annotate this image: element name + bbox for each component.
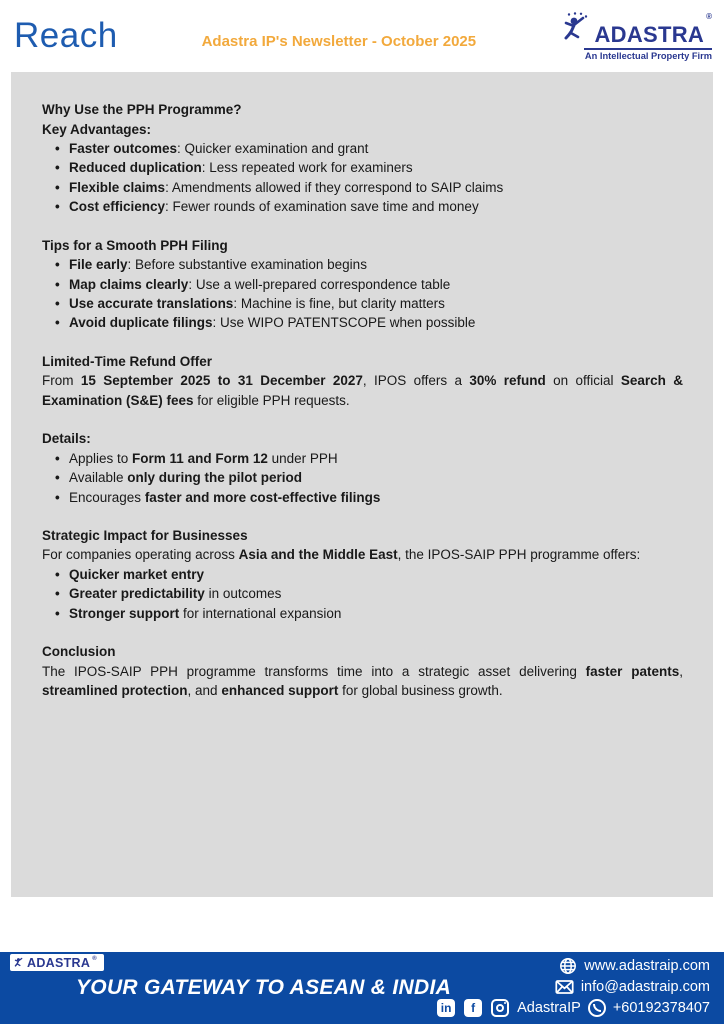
- reach-brand-logo: Reach: [14, 16, 118, 55]
- bullet-item: • Encourages faster and more cost-effective filings: [42, 488, 683, 507]
- section-heading: Why Use the PPH Programme?: [42, 102, 242, 117]
- bullet-item: • Use accurate translations: Machine is fine, but clarity matters: [42, 294, 683, 313]
- newsletter-body: [11, 72, 713, 897]
- email-link[interactable]: [555, 977, 710, 997]
- bullet-item: • Available only during the pilot period: [42, 468, 683, 487]
- section: [42, 236, 683, 333]
- instagram-icon[interactable]: [491, 999, 509, 1017]
- email-text: info@adastraip.com: [580, 979, 710, 995]
- section-heading: Conclusion: [42, 644, 116, 660]
- facebook-icon[interactable]: f: [464, 999, 482, 1017]
- bullet-item: • Avoid duplicate filings: Use WIPO PATENTSCOPE when possible: [42, 313, 683, 332]
- page-footer: [0, 952, 724, 1024]
- bullet-item: • Flexible claims: Amendments allowed if they correspond to SAIP claims: [42, 178, 683, 197]
- section-heading: Tips for a Smooth PPH Filing: [42, 237, 228, 253]
- bullet-item: • Map claims clearly: Use a well-prepared correspondence table: [42, 275, 683, 294]
- star-person-icon: [14, 956, 25, 969]
- bullet-item: • File early: Before substantive examination begins: [42, 255, 683, 274]
- bullet-list: [42, 139, 683, 217]
- bullet-list: [42, 449, 683, 507]
- website-text: www.adastraip.com: [584, 958, 710, 974]
- footer-contacts: [437, 956, 710, 1018]
- registered-mark: ®: [706, 11, 712, 21]
- phone-icon: [588, 999, 606, 1017]
- footer-adastra-logo: [10, 954, 104, 971]
- section: [42, 526, 683, 623]
- bullet-list: [42, 255, 683, 333]
- bullet-item: • Greater predictability in outcomes: [42, 584, 683, 603]
- content-sections: [42, 100, 683, 701]
- bullet-item: • Stronger support for international expansion: [42, 604, 683, 623]
- bullet-item: • Quicker market entry: [42, 565, 683, 584]
- star-person-icon: [562, 12, 592, 46]
- phone-number: +60192378407: [612, 1000, 710, 1016]
- paragraph: The IPOS-SAIP PPH programme transforms time into a strategic asset delivering faster patents, streamlined protection, and enhanced support for global business growth.: [42, 663, 683, 699]
- adastra-wordmark: ADASTRA: [27, 955, 91, 970]
- section-heading: Key Advantages:: [42, 121, 152, 137]
- footer-slogan: YOUR GATEWAY TO ASEAN & INDIA: [76, 976, 452, 999]
- bullet-item: • Faster outcomes: Quicker examination and grant: [42, 139, 683, 158]
- section-heading: Limited-Time Refund Offer: [42, 353, 213, 369]
- registered-mark: ®: [92, 956, 97, 962]
- bullet-item: • Applies to Form 11 and Form 12 under PPH: [42, 449, 683, 468]
- adastra-wordmark: ADASTRA: [594, 21, 705, 47]
- social-handle: AdastraIP: [517, 1000, 581, 1016]
- adastra-logo: [560, 12, 712, 61]
- section: [42, 352, 683, 411]
- newsletter-title: Adastra IP's Newsletter - October 2025: [201, 32, 477, 50]
- linkedin-icon[interactable]: in: [437, 999, 455, 1017]
- website-link[interactable]: [559, 956, 710, 976]
- bullet-item: • Reduced duplication: Less repeated work for examiners: [42, 158, 683, 177]
- paragraph: From 15 September 2025 to 31 December 2027, IPOS offers a 30% refund on official Search & Examination (S&E) fees for eligible PPH requests.: [42, 373, 683, 408]
- logo-divider: [584, 48, 712, 50]
- bullet-list: [42, 565, 683, 623]
- section: [42, 642, 683, 701]
- social-row: [437, 998, 710, 1018]
- section: [42, 100, 683, 217]
- paragraph: For companies operating across Asia and the Middle East, the IPOS-SAIP PPH programme offers:: [42, 547, 641, 563]
- bullet-item: • Cost efficiency: Fewer rounds of examination save time and money: [42, 197, 683, 216]
- email-icon: [555, 979, 574, 995]
- section-heading: Details:: [42, 431, 91, 447]
- globe-icon: [559, 957, 577, 975]
- section: [42, 429, 683, 507]
- section-heading: Strategic Impact for Businesses: [42, 527, 248, 543]
- page-header: [0, 0, 724, 72]
- logo-tagline: An Intellectual Property Firm: [584, 50, 712, 61]
